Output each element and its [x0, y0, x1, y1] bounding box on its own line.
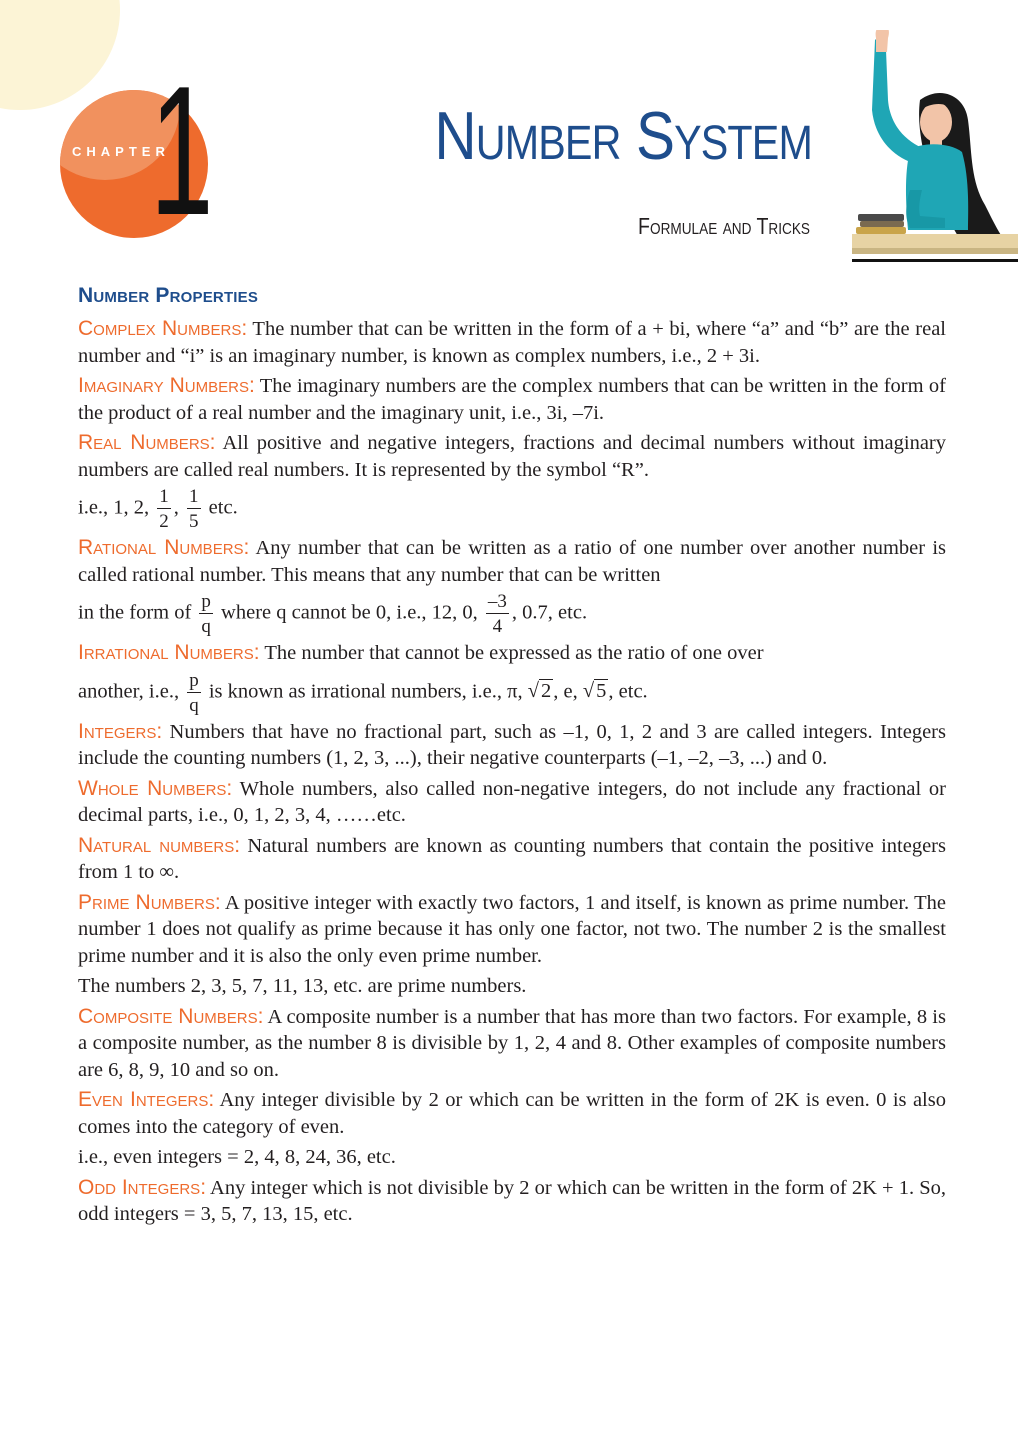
- rational-numbers-formula: [78, 592, 946, 636]
- whole-numbers-text: Whole numbers, also called non-negative integers, do not include any fractional or decimal parts, i.e., 0, 1, 2, 3, 4, ……etc.: [78, 777, 946, 826]
- real-example-prefix: i.e., 1, 2,: [78, 496, 150, 519]
- prime-numbers-text: A positive integer with exactly two factors, 1 and itself, is known as prime number. The number 1 does not qualify as prime because it has only one factor, not two. The number 2 is the smallest prime number and it is also the only even prime number.: [78, 891, 946, 967]
- irrational-line-prefix: another, i.e.,: [78, 680, 180, 703]
- radicand: 2: [541, 680, 552, 703]
- radicand: 5: [596, 680, 607, 703]
- fraction-denominator: 4: [492, 616, 503, 637]
- fraction-p-over-q: [199, 592, 213, 636]
- fraction-numerator: p: [201, 591, 211, 612]
- whole-numbers-paragraph: [78, 776, 946, 829]
- term-integers: Integers:: [78, 719, 163, 743]
- irrational-numbers-text: The number that cannot be expressed as the ratio of one over: [259, 642, 764, 664]
- fraction-one-fifth: [187, 487, 201, 531]
- imaginary-numbers-paragraph: [78, 373, 946, 426]
- page-title: Number System: [434, 98, 812, 174]
- real-numbers-text: All positive and negative integers, fractions and decimal numbers without imaginary numbers are called real numbers. It is represented by the symbol “R”.: [78, 432, 947, 481]
- integers-text: Numbers that have no fractional part, such as –1, 0, 1, 2 and 3 are called integers. Integers include the counting numbers (1, 2, 3, ...), their negative counterparts (–1, –2, –3, ...) and 0.: [78, 720, 946, 769]
- fraction-p-over-q: [187, 671, 201, 715]
- term-even-integers: Even Integers:: [78, 1088, 215, 1111]
- rational-numbers-text: Any number that can be written as a ratio of one number over another number is called rational number. This means that any number that can be written: [78, 537, 946, 586]
- term-irrational-numbers: Irrational Numbers:: [78, 641, 260, 664]
- term-complex-numbers: Complex Numbers:: [78, 317, 248, 340]
- irrational-line-middle: is known as irrational numbers, i.e., π,: [208, 680, 523, 703]
- even-integers-paragraph: [78, 1087, 946, 1140]
- odd-integers-paragraph: [78, 1175, 946, 1228]
- complex-numbers-paragraph: [78, 316, 946, 369]
- term-rational-numbers: Rational Numbers:: [78, 536, 250, 559]
- irrational-numbers-paragraph: [78, 640, 946, 667]
- fraction-minus-three-quarters: [486, 592, 509, 636]
- fraction-numerator: p: [189, 669, 199, 691]
- irrational-line-suffix: , etc.: [608, 680, 648, 703]
- composite-numbers-text: A composite number is a number that has more than two factors. For example, 8 is a composite number, as the number 8 is divisible by 1, 2, 4 and 8. Other examples of composite numbers are 6, 8, 9, 10 and so on.: [78, 1005, 946, 1081]
- real-numbers-paragraph: [78, 430, 946, 483]
- composite-numbers-paragraph: [78, 1004, 946, 1084]
- fraction-denominator: q: [201, 616, 211, 637]
- rational-line-prefix: in the form of: [78, 601, 192, 624]
- term-real-numbers: Real Numbers:: [78, 431, 216, 454]
- main-content: [78, 284, 946, 1232]
- term-prime-numbers: Prime Numbers:: [78, 890, 221, 914]
- fraction-one-half: [157, 487, 171, 531]
- section-heading: Number Properties: [78, 284, 259, 307]
- integers-paragraph: [78, 719, 946, 772]
- real-example-suffix: etc.: [208, 496, 238, 519]
- prime-numbers-examples: The numbers 2, 3, 5, 7, 11, 13, etc. are prime numbers.: [78, 975, 527, 997]
- fraction-numerator: 1: [159, 486, 169, 507]
- chapter-label: CHAPTER: [72, 144, 170, 159]
- chapter-number: 1: [150, 47, 214, 253]
- rational-numbers-paragraph: [78, 535, 946, 588]
- term-composite-numbers: Composite Numbers:: [78, 1004, 264, 1028]
- term-odd-integers: Odd Integers:: [78, 1175, 207, 1199]
- square-root-five: √5: [582, 680, 607, 703]
- irrational-line-middle-2: , e,: [553, 680, 578, 703]
- prime-numbers-paragraph: [78, 890, 946, 970]
- term-natural-numbers: Natural numbers:: [78, 833, 241, 857]
- rational-line-middle: where q cannot be 0, i.e., 12, 0,: [221, 601, 478, 624]
- term-whole-numbers: Whole Numbers:: [78, 776, 233, 800]
- page-subtitle: Formulae and Tricks: [638, 213, 810, 239]
- real-numbers-example: [78, 487, 946, 531]
- real-example-separator: ,: [173, 496, 179, 519]
- rational-line-suffix: , 0.7, etc.: [511, 601, 588, 624]
- fraction-numerator: 1: [189, 486, 199, 507]
- imaginary-numbers-text: The imaginary numbers are the complex numbers that can be written in the form of the product of a real number and the imaginary unit, i.e., 3i, –7i.: [78, 375, 946, 424]
- odd-integers-text: Any integer which is not divisible by 2 or which can be written in the form of 2K + 1. So, odd integers = 3, 5, 7, 13, 15, etc.: [78, 1176, 947, 1225]
- fraction-denominator: q: [189, 694, 199, 716]
- even-integers-examples: i.e., even integers = 2, 4, 8, 24, 36, etc.: [78, 1146, 396, 1168]
- fraction-denominator: 5: [189, 511, 199, 532]
- teacher-raising-hand-illustration: [850, 30, 1020, 265]
- natural-numbers-paragraph: [78, 833, 946, 886]
- fraction-numerator: –3: [487, 591, 507, 612]
- irrational-numbers-formula: [78, 671, 946, 715]
- square-root-two: √2: [527, 680, 552, 703]
- term-imaginary-numbers: Imaginary Numbers:: [78, 374, 255, 397]
- even-integers-text: Any integer divisible by 2 or which can be written in the form of 2K is even. 0 is also comes into the category of even.: [78, 1089, 946, 1138]
- natural-numbers-text: Natural numbers are known as counting numbers that contain the positive integers from 1 to ∞.: [78, 834, 946, 883]
- complex-numbers-text: The number that can be written in the form of a + bi, where “a” and “b” are the real number and “i” is an imaginary number, is known as complex numbers, i.e., 2 + 3i.: [78, 318, 946, 367]
- fraction-denominator: 2: [159, 511, 169, 532]
